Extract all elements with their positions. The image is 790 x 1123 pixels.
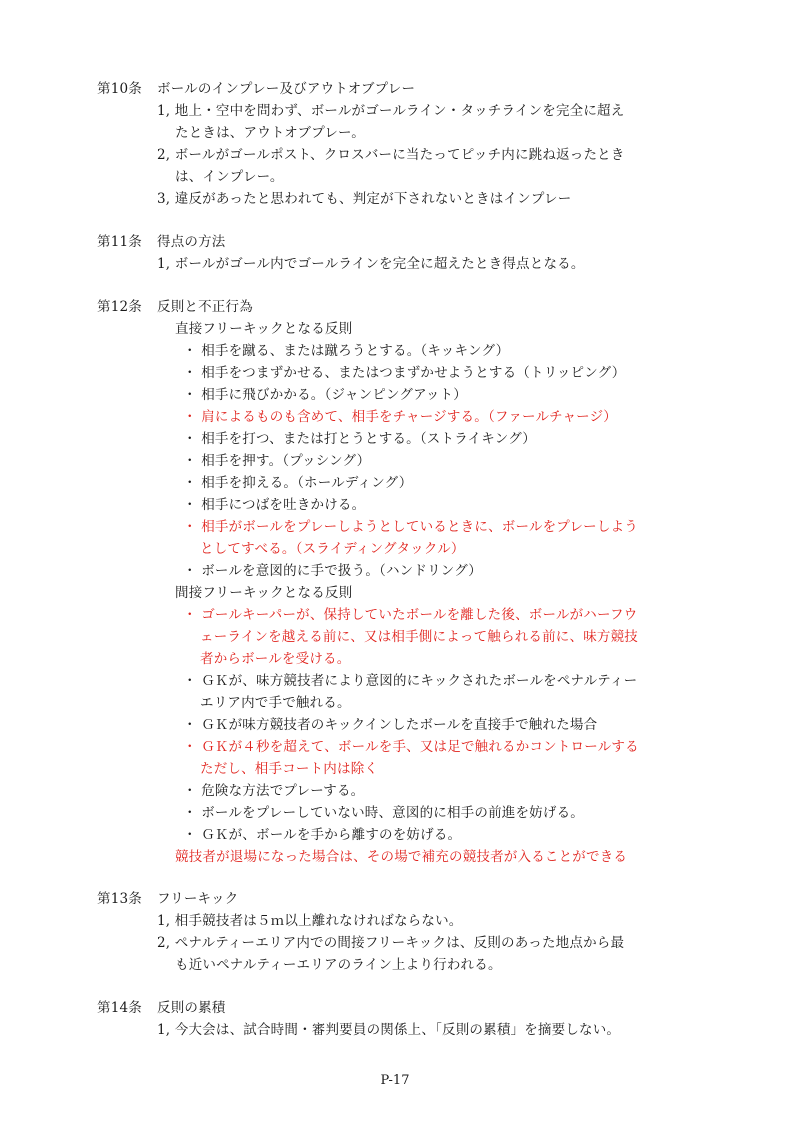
article-13-item-2-cont: も近いペナルティーエリアのライン上より行われる。 [175, 957, 502, 973]
direct-foul-item: ・ ボールを意図的に手で扱う。（ハンドリング） [183, 563, 483, 579]
article-10-number: 第10条 [97, 81, 142, 97]
indirect-foul-item-highlight-cont: 者からボールを受ける。 [200, 651, 351, 667]
article-14-number: 第14条 [97, 1000, 142, 1016]
direct-foul-item: ・ 相手を抑える。（ホールディング） [183, 475, 413, 491]
indirect-foul-item: ・ ＧＫが、味方競技者により意図的にキックされたボールをペナルティー [183, 673, 638, 689]
article-13-item-2: 2, ペナルティーエリア内での間接フリーキックは、反則のあった地点から最 [157, 935, 625, 951]
article-10-title: ボールのインプレー及びアウトオブプレー [157, 81, 416, 97]
direct-foul-item: ・ 相手をつまずかせる、またはつまずかせようとする（トリッピング） [183, 365, 626, 381]
article-13-item-1: 1, 相手競技者は５ｍ以上離れなければならない。 [157, 913, 463, 929]
article-14-title: 反則の累積 [157, 1000, 226, 1016]
article-13-number: 第13条 [97, 891, 142, 907]
direct-foul-item-highlight-cont: としてすべる。（スライディングタックル） [200, 541, 465, 557]
direct-free-kick-heading: 直接フリーキックとなる反則 [175, 321, 353, 337]
article-11-item-1: 1, ボールがゴール内でゴールラインを完全に超えたとき得点となる。 [157, 256, 585, 272]
direct-foul-item: ・ 相手を蹴る、または蹴ろうとする。（キッキング） [183, 343, 510, 359]
article-13-title: フリーキック [157, 891, 239, 907]
article-10-item-2-cont: は、インプレー。 [175, 169, 284, 185]
article-11-title: 得点の方法 [157, 234, 226, 250]
indirect-foul-item: ・ ＧＫが、ボールを手から離すのを妨げる。 [183, 827, 462, 843]
indirect-foul-item-highlight: ・ ゴールキーパーが、保持していたボールを離した後、ボールがハーフウ [183, 607, 638, 623]
article-12-title: 反則と不正行為 [157, 299, 253, 315]
direct-foul-item-highlight: ・ 相手がボールをプレーしようとしているときに、ボールをプレーしよう [183, 519, 638, 535]
direct-foul-item: ・ 相手に飛びかかる。（ジャンピングアット） [183, 387, 467, 403]
indirect-foul-item: ・ ボールをプレーしていない時、意図的に相手の前進を妨げる。 [183, 805, 584, 821]
article-10-item-3: 3, 違反があったと思われても、判定が下されないときはインプレー [157, 191, 572, 207]
indirect-free-kick-heading: 間接フリーキックとなる反則 [175, 585, 353, 601]
indirect-foul-item-cont: エリア内で手で触れる。 [200, 695, 351, 711]
indirect-foul-item-highlight: ・ ＧＫが４秒を超えて、ボールを手、又は足で触れるかコントロールする [183, 739, 639, 755]
article-10-item-1: 1, 地上・空中を問わず、ボールがゴールライン・タッチラインを完全に超え [157, 103, 625, 119]
article-11-number: 第11条 [97, 234, 142, 250]
article-12-number: 第12条 [97, 299, 142, 315]
indirect-foul-item: ・ 危険な方法でプレーする。 [183, 783, 365, 799]
indirect-foul-item: ・ ＧＫが味方競技者のキックインしたボールを直接手で触れた場合 [183, 717, 598, 733]
direct-foul-item-highlight: ・ 肩によるものも含めて、相手をチャージする。（ファールチャージ） [183, 409, 617, 425]
article-10-item-2: 2, ボールがゴールポスト、クロスバーに当たってピッチ内に跳ね返ったとき [157, 147, 625, 163]
direct-foul-item: ・ 相手につばを吐きかける。 [183, 497, 366, 513]
indirect-foul-item-highlight-cont: ェーラインを越える前に、又は相手側によって触られる前に、味方競技 [200, 629, 638, 645]
direct-foul-item: ・ 相手を打つ、または打とうとする。（ストライキング） [183, 431, 536, 447]
page-number: P-17 [380, 1073, 410, 1088]
article-10-item-1-cont: たときは、アウトオブプレー。 [175, 125, 365, 141]
article-14-item-1: 1, 今大会は、試合時間・審判要員の関係上、「反則の累積」を摘要しない。 [157, 1022, 621, 1038]
indirect-foul-item-highlight-cont: ただし、相手コート内は除く [200, 761, 379, 777]
replacement-note: 競技者が退場になった場合は、その場で補充の競技者が入ることができる [175, 849, 628, 865]
direct-foul-item: ・ 相手を押す。（プッシング） [183, 453, 371, 469]
